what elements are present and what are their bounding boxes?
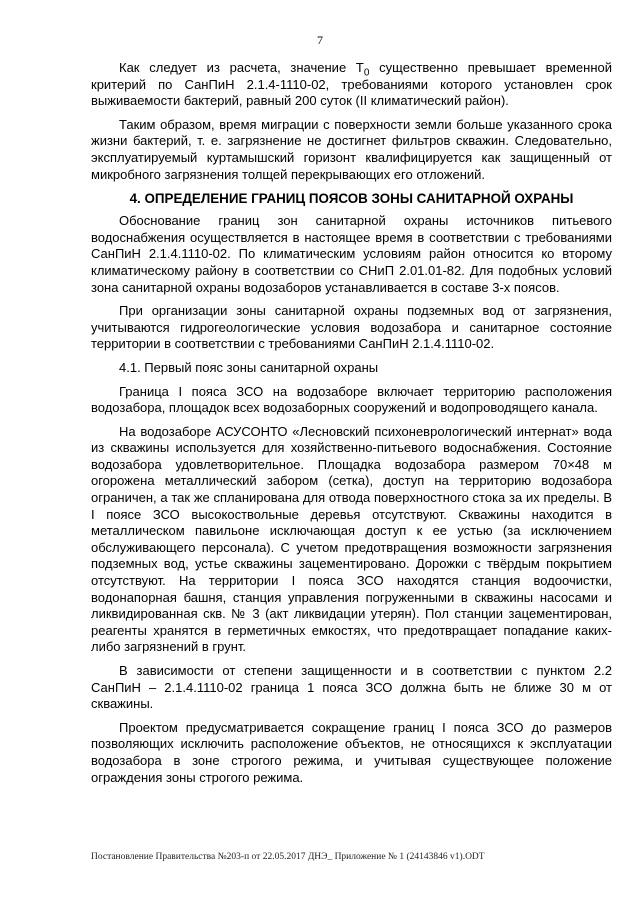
paragraph-justification: Обоснование границ зон санитарной охраны источников питьевого водоснабжения осуществляется в настоящее время в соответствии с требованиями СанПиН 2.1.4.1110-02. По климатическим условиям район относится ко второму климатическому району в соответствии со СНиП 2.01.01-82. Для подобных условий зона санитарной охраны водозаборов устанавливается в составе 3-х поясов. [91,213,612,295]
paragraph-distance-requirement: В зависимости от степени защищенности и в соответствии с пунктом 2.2 СанПиН – 2.1.4.1110-02 граница 1 пояса ЗСО должна быть не ближе 30 м от скважины. [91,663,612,712]
paragraph-project-reduction: Проектом предусматривается сокращение границ I пояса ЗСО до размеров позволяющих исключить расположение объектов, не относящихся к эксплуатации водозабора в зоне строгого режима, и учитывая существующее положение ограждения зоны строгого режима. [91,719,612,785]
subsection-heading: 4.1. Первый пояс зоны санитарной охраны [119,359,379,375]
paragraph-organization: При организации зоны санитарной охраны подземных вод от загрязнения, учитываются гидрогеологические условия водозабора и санитарное состояние территории в соответствии с требованиями СанПиН 2.1.4.1110-02. [91,303,612,352]
paragraph-text: Как следует из расчета, значение T [119,60,364,75]
paragraph-intake-description: На водозаборе АСУСОНТО «Лесновский психоневрологический интернат» вода из скважины используется для хозяйственно-питьевого водоснабжения. Состояние водозабора удовлетворительное. Площадка водозабора размером 70×48 м огорожена металлический забором (сетка), доступ на территорию водозабора ограничен, а так же спланирована для отвода поверхностного стока за их пределы. В I поясе ЗСО высокоствольные деревья отсутствуют. Скважины находится в металлическом павильоне исключающая доступ к ее устью (за исключением обслуживающего персонала). С учетом предотвращения возможности загрязнения подземных вод, устье скважины зацементировано. Дорожки с твёрдым покрытием отсутствуют. На территории I пояса ЗСО находятся станция водоочистки, водонапорная башня, станция управления погруженными в скважины насосами и ликвидированная скв. № 3 (акт ликвидации утерян). Пол станции зацементирован, реагенты хранятся в герметичных емкостях, что предотвращает попадание каких-либо загрязнений в грунт. [91,423,612,655]
document-body [91,60,612,793]
paragraph-boundary: Граница I пояса ЗСО на водозаборе включает территорию расположения водозабора, площадок всех водозаборных сооружений и водопроводящего канала. [91,383,612,416]
section-heading: 4. ОПРЕДЕЛЕНИЕ ГРАНИЦ ПОЯСОВ ЗОНЫ САНИТАРНОЙ ОХРАНЫ [129,191,574,207]
page-footer: Постановление Правительства №203-п от 22.05.2017 ДНЭ_ Приложение № 1 (24143846 v1).ODT [91,852,485,862]
subscript-zero: 0 [363,67,370,79]
page-number: 7 [317,33,323,47]
paragraph-text: существенно превышает временной критерий по СанПиН 2.1.4-1110-02, требованиями которого установлен срок выживаемости бактерий, равный 200 суток (II климатический район). [91,60,612,109]
paragraph-migration-time: Таким образом, время миграции с поверхности земли больше указанного срока жизни бактерий, т. е. загрязнение не достигнет фильтров скважин. Следовательно, эксплуатируемый куртамышский горизонт квалифицируется как защищенный от микробного загрязнения толщей перекрывающих его отложений. [91,116,612,182]
paragraph-calc-result [91,60,612,110]
